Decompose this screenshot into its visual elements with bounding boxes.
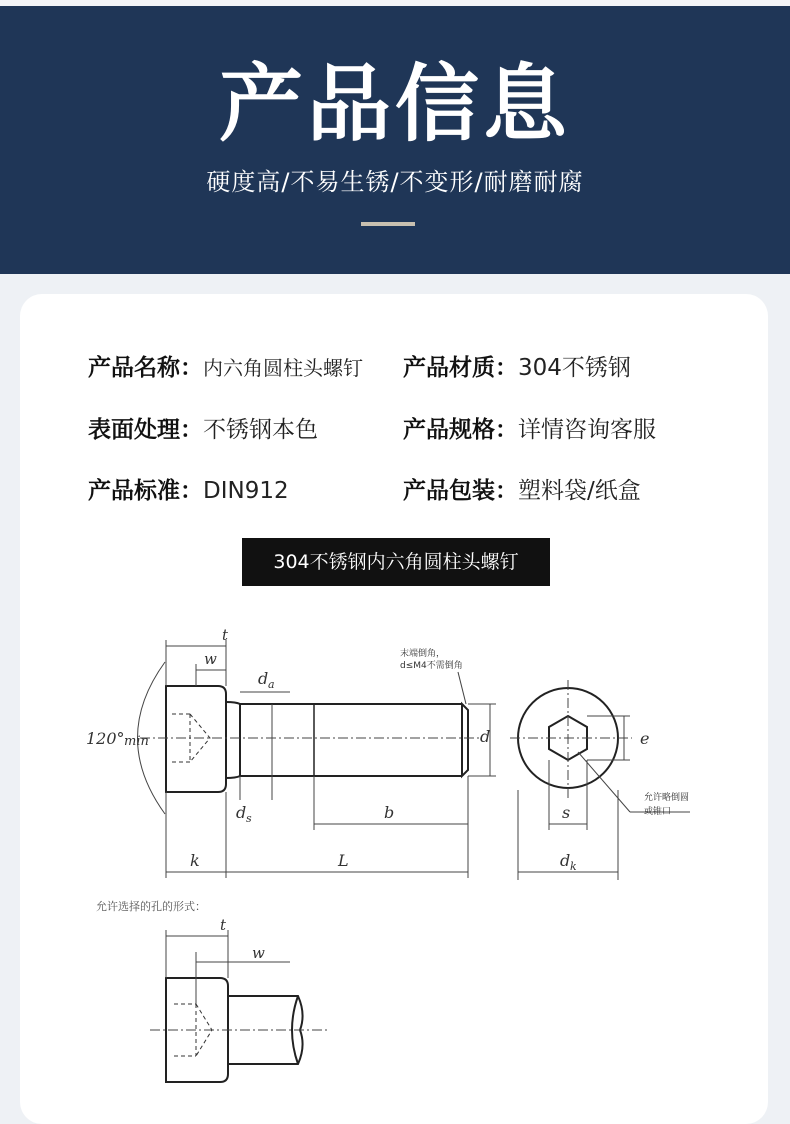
dim-label-ds-sub: s (246, 812, 252, 825)
dim-label-angle: 120° (86, 729, 125, 748)
dim-label-da-sub: a (268, 678, 275, 691)
dim-label-w: w (204, 650, 217, 668)
dim-label-angle-sub: min (124, 734, 149, 749)
note-end-chamfer-2: d≤M4不需倒角 (400, 661, 463, 671)
spec-value: 详情咨询客服 (518, 417, 656, 443)
note-rounding-2: 或锥口 (644, 807, 672, 817)
spec-value: DIN912 (203, 478, 289, 504)
spec-label: 产品包装： (403, 478, 518, 504)
dim-label-s: s (562, 803, 571, 822)
alt-label-w: w (252, 944, 265, 962)
dim-label-L: L (338, 851, 349, 870)
spec-label: 表面处理： (88, 417, 203, 443)
dim-label-dk-sub: k (570, 860, 577, 873)
dim-label-d: d (480, 727, 491, 746)
spec-label: 产品标准： (88, 478, 203, 504)
dim-label-t: t (222, 626, 229, 644)
spec-value: 304不锈钢 (518, 355, 631, 381)
spec-label: 产品材质： (403, 355, 518, 381)
dim-label-ds: d (236, 803, 247, 822)
dim-label-k: k (190, 851, 200, 870)
page-subtitle: 硬度高/不易生锈/不变形/耐磨耐腐 (206, 168, 584, 196)
dim-label-da: d (258, 669, 269, 688)
spec-value: 不锈钢本色 (203, 417, 318, 443)
dim-label-e: e (640, 729, 650, 748)
alt-holes-title: 允许选择的孔的形式： (96, 900, 206, 913)
spec-value: 内六角圆柱头螺钉 (203, 356, 363, 380)
note-rounding-1: 允许略倒圆 (644, 793, 690, 803)
product-caption: 304不锈钢内六角圆柱头螺钉 (242, 538, 550, 586)
spec-value: 塑料袋/纸盒 (518, 478, 641, 504)
page-title: 产品信息 (218, 55, 571, 153)
spec-label: 产品名称： (88, 355, 203, 381)
dim-label-b: b (384, 803, 395, 822)
spec-label: 产品规格： (403, 417, 518, 443)
dim-label-dk: d (560, 851, 571, 870)
alt-label-t: t (220, 916, 227, 934)
note-end-chamfer-1: 末端倒角， (400, 649, 446, 659)
